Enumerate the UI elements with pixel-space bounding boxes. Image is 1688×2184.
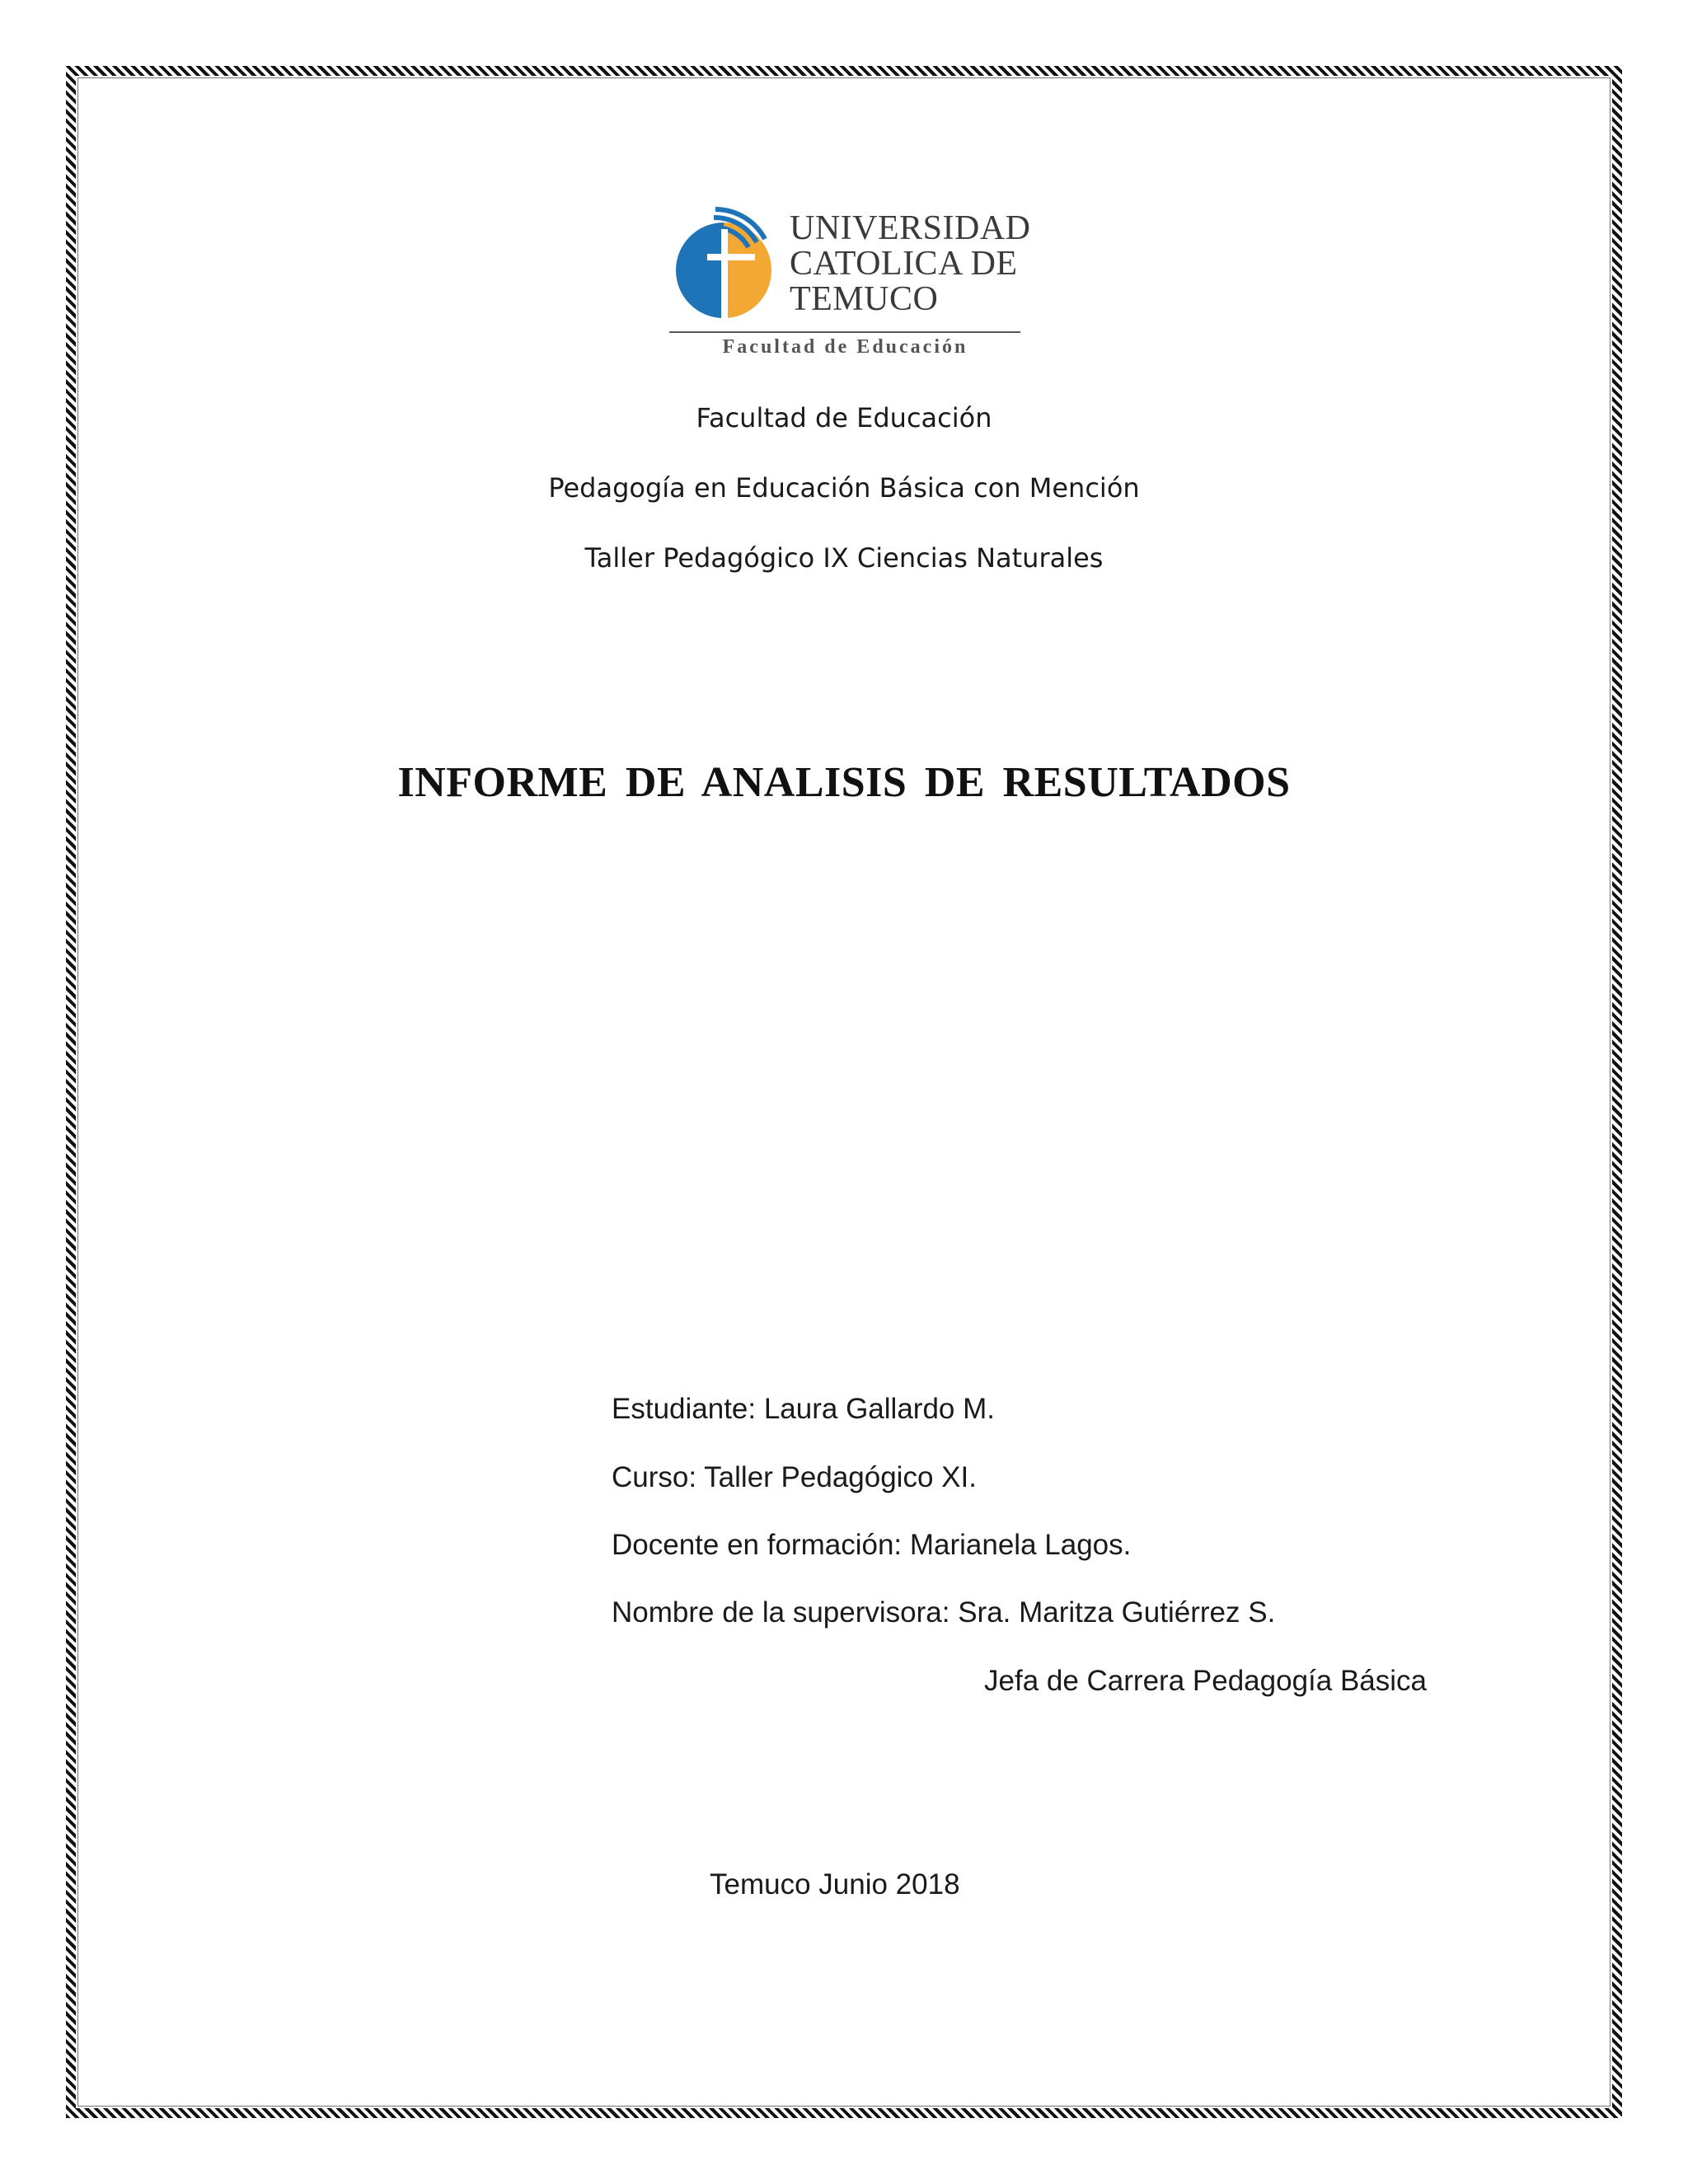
page-border [66,66,1622,2118]
workshop-line: Taller Pedagógico IX Ciencias Naturales [584,542,1104,574]
logo-wordmark [790,211,1031,317]
logo-line-2: CATOLICA DE [790,245,1018,283]
supervisor-line: Nombre de la supervisora: Sra. Maritza Gutiérrez S. [612,1596,1276,1629]
logo-emblem-icon [666,206,781,330]
teacher-line: Docente en formación: Marianela Lagos. [612,1529,1132,1561]
logo-subtitle: Facultad de Educación [722,336,968,358]
document-title: INFORME DE ANALISIS DE RESULTADOS [397,759,1291,806]
student-line: Estudiante: Laura Gallardo M. [612,1393,995,1425]
program-line: Pedagogía en Educación Básica con Mención [548,472,1140,504]
university-logo [666,206,1031,367]
course-line: Curso: Taller Pedagógico XI. [612,1461,977,1493]
place-date-line: Temuco Junio 2018 [710,1868,960,1900]
logo-line-3: TEMUCO [790,280,939,318]
logo-line-1: UNIVERSIDAD [790,209,1031,247]
faculty-line: Facultad de Educación [696,402,992,434]
logo-divider [669,331,1020,333]
supervisor-role-line: Jefa de Carrera Pedagogía Básica [984,1665,1427,1697]
